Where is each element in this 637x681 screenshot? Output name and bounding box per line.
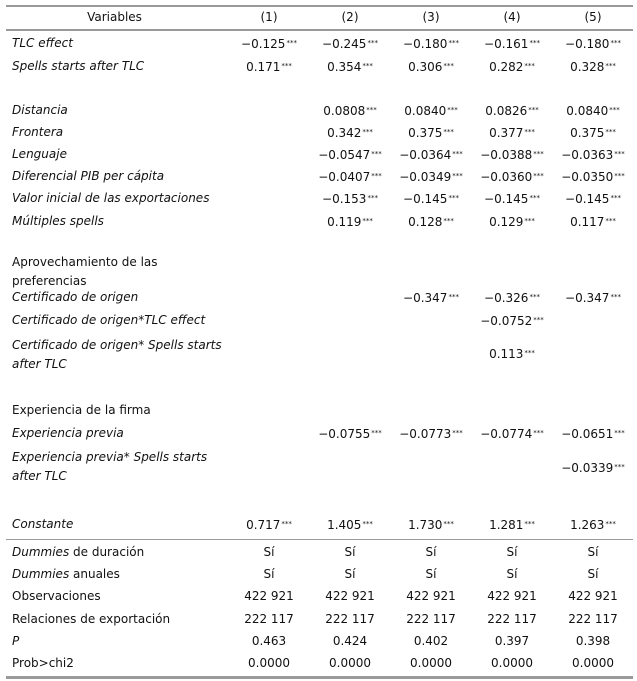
row-label: Frontera [12, 125, 64, 139]
cell: −0.0364*** [399, 148, 463, 162]
cell: −0.347*** [565, 291, 621, 305]
cell: −0.0755*** [318, 427, 382, 441]
cell: −0.125*** [241, 37, 297, 51]
cell: 422 921 [568, 589, 618, 603]
stat-label: P [12, 634, 20, 648]
row-label: Certificado de origen* Spells starts after TLC [12, 338, 222, 371]
cell: 0.306*** [408, 60, 454, 74]
row-label: Diferencial PIB per cápita [12, 169, 165, 183]
row-label: Experiencia previa* Spells starts after TLC [12, 450, 208, 483]
cell: 0.397 [494, 634, 530, 648]
cell: 422 921 [244, 589, 294, 603]
cell: −0.161*** [484, 37, 540, 51]
cell: −0.0388*** [480, 148, 544, 162]
cell: 0.0000 [329, 656, 371, 670]
cell: −0.180*** [565, 37, 621, 51]
cell: 0.328*** [570, 60, 616, 74]
cell: 0.0000 [248, 656, 290, 670]
cell: 0.342*** [327, 126, 373, 140]
top-rule [6, 5, 633, 7]
cell: 0.282*** [489, 60, 535, 74]
cell: −0.0350*** [561, 170, 625, 184]
cell: Sí [506, 567, 518, 581]
cell: 222 117 [568, 612, 618, 626]
header-col-2: (2) [341, 10, 359, 24]
stat-label: Observaciones [12, 589, 101, 603]
cell: −0.153*** [322, 192, 378, 206]
row-label: TLC effect [12, 36, 73, 50]
cell: 0.463 [251, 634, 287, 648]
row-label: Valor inicial de las exportaciones [12, 191, 210, 205]
cell: 0.129*** [489, 215, 535, 229]
cell: 0.0000 [491, 656, 533, 670]
cell: 222 117 [244, 612, 294, 626]
cell: 0.375*** [408, 126, 454, 140]
header-col-1: (1) [260, 10, 278, 24]
cell: 0.113*** [489, 347, 535, 361]
cell: 422 921 [487, 589, 537, 603]
row-label: Certificado de origen*TLC effect [12, 313, 206, 327]
cell: 222 117 [406, 612, 456, 626]
cell: 0.128*** [408, 215, 454, 229]
cell: 0.424 [332, 634, 368, 648]
cell: Sí [425, 545, 437, 559]
cell: −0.245*** [322, 37, 378, 51]
bottom-rule [6, 676, 633, 679]
cell: −0.0547*** [318, 148, 382, 162]
cell: 1.263*** [570, 518, 616, 532]
cell: −0.0349*** [399, 170, 463, 184]
cell: Sí [263, 567, 275, 581]
cell: Sí [506, 545, 518, 559]
cell: Sí [587, 567, 599, 581]
header-col-3: (3) [422, 10, 440, 24]
row-label: Lenguaje [12, 147, 67, 161]
stat-label: Dummies de duración [12, 545, 145, 559]
cell: Sí [425, 567, 437, 581]
section-label: Aprovechamiento de las preferencias [12, 255, 158, 288]
cell: 0.0840*** [566, 104, 620, 118]
stats-rule [6, 539, 633, 540]
stat-label: Dummies anuales [12, 567, 120, 581]
cell: −0.347*** [403, 291, 459, 305]
cell: 0.717*** [246, 518, 292, 532]
cell: Sí [587, 545, 599, 559]
cell: 0.398 [575, 634, 611, 648]
row-label: Experiencia previa [12, 426, 124, 440]
cell: Sí [344, 567, 356, 581]
cell: −0.0651*** [561, 427, 625, 441]
cell: 422 921 [325, 589, 375, 603]
cell: 222 117 [325, 612, 375, 626]
section-label: Experiencia de la firma [12, 403, 151, 417]
cell: −0.145*** [484, 192, 540, 206]
cell: Sí [344, 545, 356, 559]
stat-label: Prob>chi2 [12, 656, 74, 670]
row-label: Múltiples spells [12, 214, 104, 228]
cell: −0.0360*** [480, 170, 544, 184]
cell: −0.0774*** [480, 427, 544, 441]
cell: 0.402 [413, 634, 449, 648]
cell: 0.375*** [570, 126, 616, 140]
cell: 422 921 [406, 589, 456, 603]
cell: 1.730*** [408, 518, 454, 532]
row-label: Certificado de origen [12, 290, 139, 304]
cell: 0.119*** [327, 215, 373, 229]
header-variables: Variables [87, 10, 142, 24]
cell: 0.171*** [246, 60, 292, 74]
row-label: Spells starts after TLC [12, 59, 145, 73]
row-label: Constante [12, 517, 74, 531]
cell: 0.377*** [489, 126, 535, 140]
header-rule [6, 29, 633, 31]
cell: −0.180*** [403, 37, 459, 51]
header-col-5: (5) [584, 10, 602, 24]
cell: 0.0826*** [485, 104, 539, 118]
stat-label: Relaciones de exportación [12, 612, 171, 626]
row-label: Distancia [12, 103, 68, 117]
cell: 0.0840*** [404, 104, 458, 118]
header-col-4: (4) [503, 10, 521, 24]
cell: −0.0363*** [561, 148, 625, 162]
cell: −0.0752*** [480, 314, 544, 328]
cell: 0.117*** [570, 215, 616, 229]
cell: 0.0000 [572, 656, 614, 670]
cell: 0.0808*** [323, 104, 377, 118]
cell: −0.0773*** [399, 427, 463, 441]
cell: 0.0000 [410, 656, 452, 670]
cell: 0.354*** [327, 60, 373, 74]
cell: 1.281*** [489, 518, 535, 532]
cell: 1.405*** [327, 518, 373, 532]
cell: −0.0339*** [561, 461, 625, 475]
cell: −0.326*** [484, 291, 540, 305]
cell: −0.145*** [403, 192, 459, 206]
cell: −0.0407*** [318, 170, 382, 184]
cell: Sí [263, 545, 275, 559]
cell: 222 117 [487, 612, 537, 626]
cell: −0.145*** [565, 192, 621, 206]
